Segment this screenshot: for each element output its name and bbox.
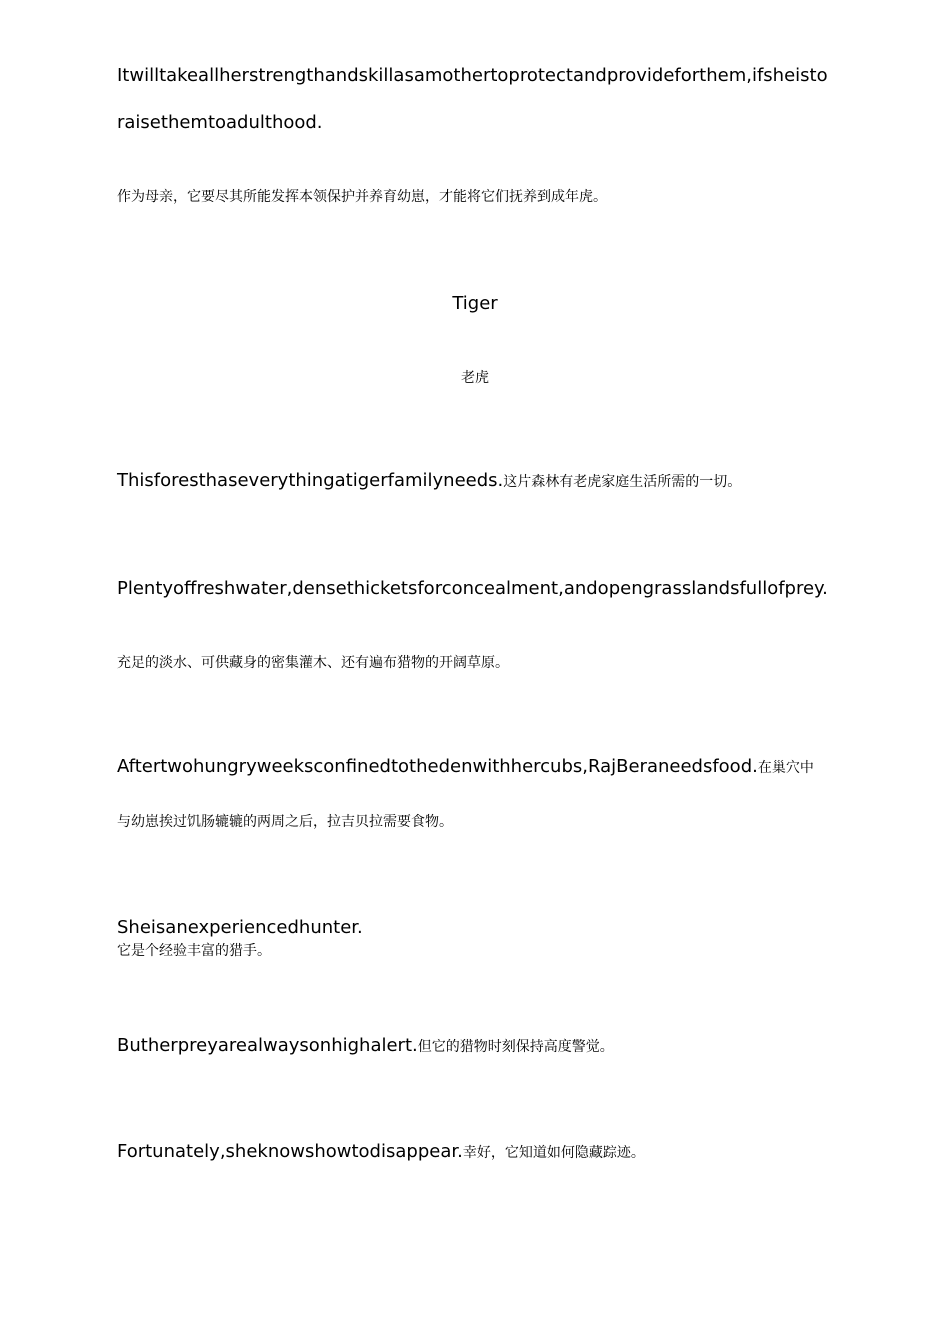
paragraph-3-chinese-inline: 在巢穴中 (757, 760, 814, 776)
paragraph-5-english: Butherpreyarealwaysonhighalert. (117, 1035, 418, 1056)
paragraph-3-chinese: 与幼崽挨过饥肠辘辘的两周之后，拉吉贝拉需要食物。 (117, 814, 453, 830)
paragraph-4-english: Sheisanexperiencedhunter. (117, 917, 363, 938)
section-title-english: Tiger (452, 293, 498, 314)
paragraph-3-english: Aftertwohungryweeksconfinedtothedenwithhercubs,RajBeraneedsfood. (117, 756, 758, 777)
intro-english-line-2: raisethemtoadulthood. (117, 112, 323, 133)
paragraph-6 (117, 1141, 645, 1162)
intro-chinese: 作为母亲，它要尽其所能发挥本领保护并养育幼崽，才能将它们抚养到成年虎。 (117, 189, 607, 205)
paragraph-3 (117, 756, 814, 777)
paragraph-5 (117, 1035, 614, 1056)
paragraph-1-chinese: 这片森林有老虎家庭生活所需的一切。 (503, 474, 742, 490)
paragraph-1-english: Thisforesthaseverythingatigerfamilyneeds. (117, 470, 504, 491)
paragraph-2-english: Plentyoffreshwater,densethicketsforconcealment,andopengrasslandsfullofprey. (117, 578, 828, 599)
intro-english-line-1: Itwilltakeallherstrengthandskillasamothertoprotectandprovideforthem,ifsheisto (117, 65, 828, 86)
paragraph-2-chinese: 充足的淡水、可供藏身的密集灌木、还有遍布猎物的开阔草原。 (117, 655, 509, 671)
paragraph-6-english: Fortunately,sheknowshowtodisappear. (117, 1141, 463, 1162)
section-title-chinese: 老虎 (461, 370, 489, 386)
paragraph-4-chinese: 它是个经验丰富的猎手。 (117, 943, 271, 959)
paragraph-6-chinese: 幸好，它知道如何隐藏踪迹。 (462, 1145, 645, 1161)
paragraph-1 (117, 470, 741, 491)
paragraph-5-chinese: 但它的猎物时刻保持高度警觉。 (417, 1039, 614, 1055)
